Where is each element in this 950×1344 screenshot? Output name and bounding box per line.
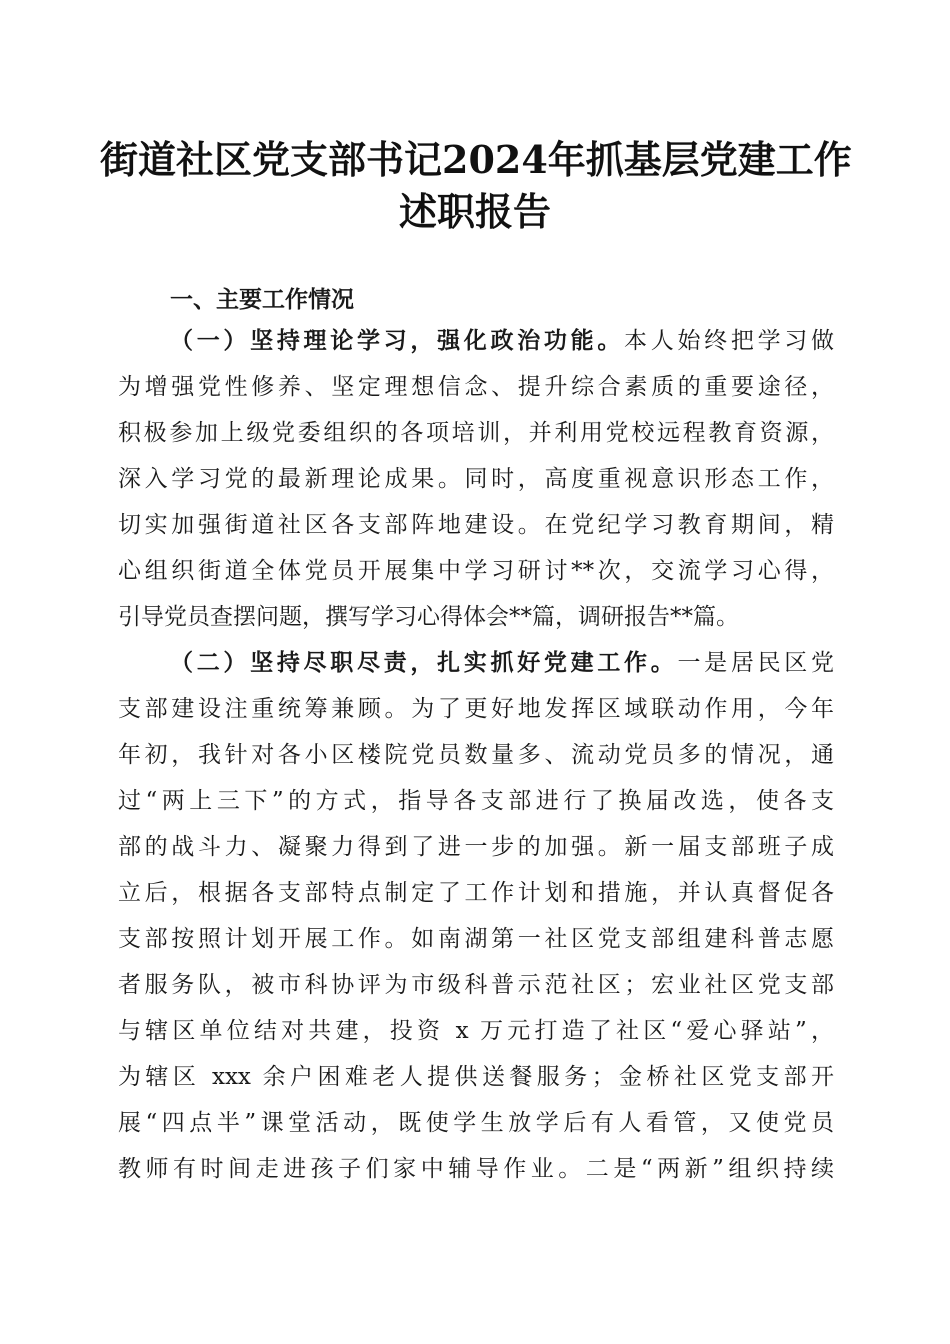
paragraph-2-lead: （二）坚持尽职尽责，扎实抓好党建工作。 [170, 650, 678, 676]
paragraph-1-line: 为增强党性修养、坚定理想信念、提升综合素质的重要途径， [118, 374, 834, 400]
title-line-2: 述职报告 [398, 189, 551, 234]
paragraph-2-line: 过“两上三下”的方式，指导各支部进行了换届改选，使各支 [118, 788, 834, 814]
paragraph-2-line: 者服务队，被市科协评为市级科普示范社区；宏业社区党支部 [118, 972, 834, 998]
paragraph-1-line: 切实加强街道社区各支部阵地建设。在党纪学习教育期间，精 [118, 512, 834, 538]
paragraph-1-line: 积极参加上级党委组织的各项培训，并利用党校远程教育资源， [118, 420, 834, 446]
paragraph-2-line: 立后，根据各支部特点制定了工作计划和措施，并认真督促各 [118, 880, 834, 906]
paragraph-2-line: 部的战斗力、凝聚力得到了进一步的加强。新一届支部班子成 [118, 834, 834, 860]
paragraph-2-line: 展“四点半”课堂活动，既使学生放学后有人看管，又使党员 [118, 1110, 834, 1136]
paragraph-2-line-1 [170, 646, 834, 680]
paragraph-2-line: 年初，我针对各小区楼院党员数量多、流动党员多的情况，通 [118, 742, 834, 768]
paragraph-1-lead: （一）坚持理论学习，强化政治功能。 [170, 328, 625, 354]
paragraph-2-line: 为辖区 xxx 余户困难老人提供送餐服务；金桥社区党支部开 [118, 1064, 834, 1090]
title-line-1: 街道社区党支部书记2024年抓基层党建工作 [100, 137, 852, 182]
section-heading: 一、主要工作情况 [170, 287, 354, 313]
paragraph-1-line-1 [170, 324, 834, 358]
paragraph-2-line-1-rest: 一是居民区党 [677, 650, 835, 676]
paragraph-1-line: 深入学习党的最新理论成果。同时，高度重视意识形态工作， [118, 466, 834, 492]
paragraph-1-line-1-rest: 本人始终把学习做 [624, 328, 835, 354]
paragraph-2-line: 与辖区单位结对共建，投资 x 万元打造了社区“爱心驿站”， [118, 1018, 834, 1044]
paragraph-1-line: 引导党员查摆问题，撰写学习心得体会**篇，调研报告**篇。 [118, 604, 739, 630]
paragraph-2-line: 教师有时间走进孩子们家中辅导作业。二是“两新”组织持续 [118, 1156, 834, 1182]
paragraph-2-line: 支部建设注重统筹兼顾。为了更好地发挥区域联动作用，今年 [118, 696, 834, 722]
paragraph-1-line: 心组织街道全体党员开展集中学习研讨**次，交流学习心得， [118, 558, 834, 584]
paragraph-2-line: 支部按照计划开展工作。如南湖第一社区党支部组建科普志愿 [118, 926, 834, 952]
